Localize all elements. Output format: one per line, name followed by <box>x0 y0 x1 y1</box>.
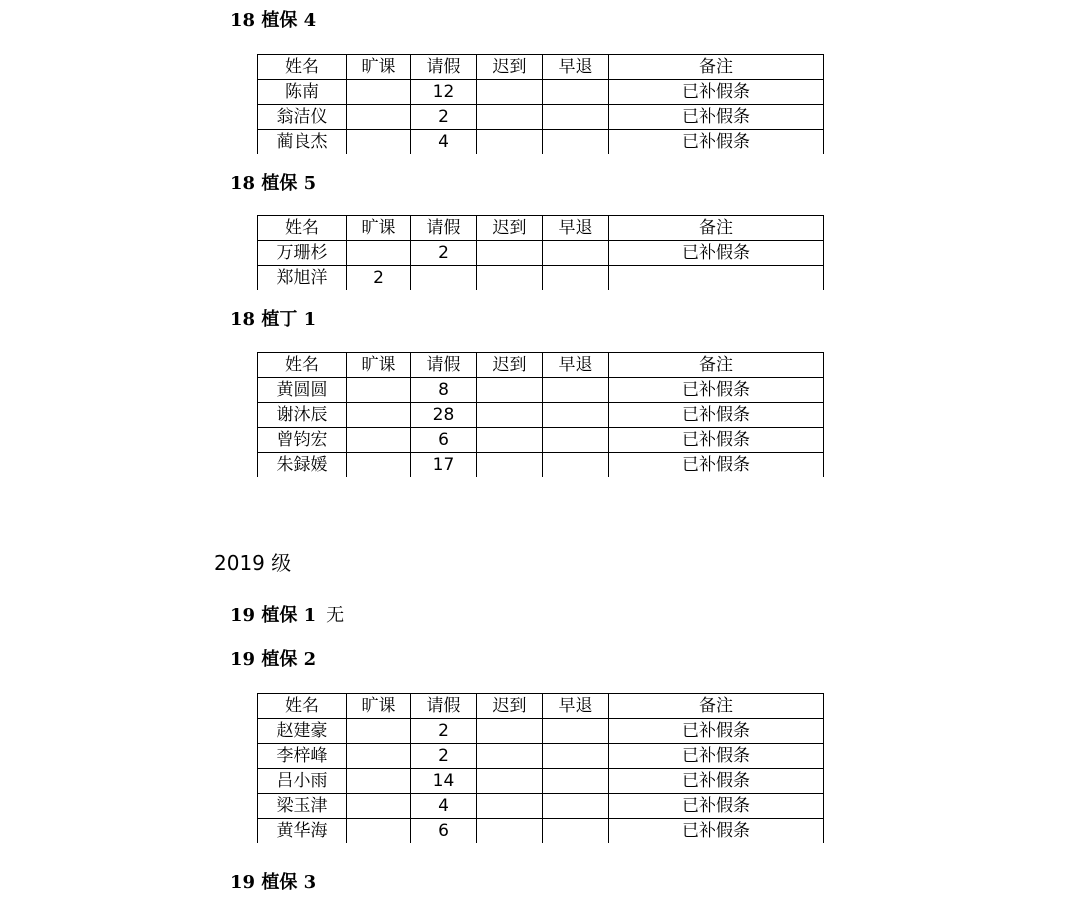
table-body <box>258 241 824 291</box>
class-title: 19 植保 1 <box>230 605 317 626</box>
early-leave-cell <box>543 744 609 769</box>
section-title-18-zhibao-4: 18 植保 4 <box>230 10 317 31</box>
late-cell <box>477 403 543 428</box>
late-cell <box>477 744 543 769</box>
leave-cell: 2 <box>411 719 477 744</box>
absence-cell <box>347 130 411 155</box>
late-cell <box>477 378 543 403</box>
header-late: 迟到 <box>477 55 543 80</box>
name-cell: 蔺良杰 <box>258 130 347 155</box>
leave-cell: 6 <box>411 428 477 453</box>
leave-cell: 8 <box>411 378 477 403</box>
header-name: 姓名 <box>258 55 347 80</box>
section-title-19-zhibao-1 <box>230 604 344 628</box>
absence-cell <box>347 794 411 819</box>
name-cell: 朱録媛 <box>258 453 347 478</box>
leave-cell: 12 <box>411 80 477 105</box>
early-leave-cell <box>543 105 609 130</box>
absence-cell <box>347 819 411 844</box>
early-leave-cell <box>543 80 609 105</box>
early-leave-cell <box>543 453 609 478</box>
remark-cell: 已补假条 <box>609 453 824 478</box>
name-cell: 万珊杉 <box>258 241 347 266</box>
name-cell: 黄圆圆 <box>258 378 347 403</box>
header-remark: 备注 <box>609 216 824 241</box>
remark-cell: 已补假条 <box>609 769 824 794</box>
table-header <box>258 694 824 719</box>
name-cell: 李梓峰 <box>258 744 347 769</box>
late-cell <box>477 794 543 819</box>
header-late: 迟到 <box>477 694 543 719</box>
remark-cell: 已补假条 <box>609 819 824 844</box>
absence-cell: 2 <box>347 266 411 291</box>
table-row <box>258 266 824 291</box>
table-row <box>258 769 824 794</box>
header-early-leave: 早退 <box>543 694 609 719</box>
early-leave-cell <box>543 769 609 794</box>
late-cell <box>477 769 543 794</box>
early-leave-cell <box>543 378 609 403</box>
early-leave-cell <box>543 266 609 291</box>
late-cell <box>477 819 543 844</box>
remark-cell: 已补假条 <box>609 130 824 155</box>
header-name: 姓名 <box>258 216 347 241</box>
class-note: 无 <box>326 605 345 626</box>
leave-cell: 28 <box>411 403 477 428</box>
attendance-table-18-zhibao-5 <box>257 215 824 290</box>
header-leave: 请假 <box>411 55 477 80</box>
early-leave-cell <box>543 794 609 819</box>
header-remark: 备注 <box>609 353 824 378</box>
table-row <box>258 453 824 478</box>
header-row <box>258 216 824 241</box>
header-row <box>258 353 824 378</box>
late-cell <box>477 266 543 291</box>
header-remark: 备注 <box>609 694 824 719</box>
attendance-table-18-zhiding-1 <box>257 352 824 477</box>
section-title-19-zhibao-2: 19 植保 2 <box>230 649 317 670</box>
table-row <box>258 105 824 130</box>
table-body <box>258 719 824 844</box>
remark-cell: 已补假条 <box>609 428 824 453</box>
attendance-table-19-zhibao-2 <box>257 693 824 843</box>
name-cell: 梁玉津 <box>258 794 347 819</box>
leave-cell: 2 <box>411 105 477 130</box>
leave-cell: 6 <box>411 819 477 844</box>
late-cell <box>477 719 543 744</box>
remark-cell: 已补假条 <box>609 378 824 403</box>
absence-cell <box>347 453 411 478</box>
late-cell <box>477 80 543 105</box>
attendance-table-18-zhibao-4 <box>257 54 824 154</box>
remark-cell: 已补假条 <box>609 744 824 769</box>
section-title-18-zhiding-1: 18 植丁 1 <box>230 309 317 330</box>
leave-cell: 17 <box>411 453 477 478</box>
header-early-leave: 早退 <box>543 216 609 241</box>
early-leave-cell <box>543 130 609 155</box>
table-header <box>258 353 824 378</box>
late-cell <box>477 130 543 155</box>
remark-cell: 已补假条 <box>609 105 824 130</box>
name-cell: 吕小雨 <box>258 769 347 794</box>
section-title-19-zhibao-3: 19 植保 3 <box>230 872 317 893</box>
early-leave-cell <box>543 428 609 453</box>
header-leave: 请假 <box>411 694 477 719</box>
absence-cell <box>347 80 411 105</box>
table-row <box>258 130 824 155</box>
absence-cell <box>347 241 411 266</box>
remark-cell <box>609 266 824 291</box>
table-row <box>258 428 824 453</box>
early-leave-cell <box>543 719 609 744</box>
header-row <box>258 55 824 80</box>
late-cell <box>477 428 543 453</box>
late-cell <box>477 241 543 266</box>
header-remark: 备注 <box>609 55 824 80</box>
table-row <box>258 744 824 769</box>
table-header <box>258 216 824 241</box>
remark-cell: 已补假条 <box>609 403 824 428</box>
table-row <box>258 403 824 428</box>
header-late: 迟到 <box>477 353 543 378</box>
header-leave: 请假 <box>411 353 477 378</box>
leave-cell: 14 <box>411 769 477 794</box>
header-name: 姓名 <box>258 694 347 719</box>
name-cell: 黄华海 <box>258 819 347 844</box>
name-cell: 陈南 <box>258 80 347 105</box>
leave-cell: 4 <box>411 130 477 155</box>
early-leave-cell <box>543 241 609 266</box>
absence-cell <box>347 378 411 403</box>
name-cell: 赵建豪 <box>258 719 347 744</box>
name-cell: 翁洁仪 <box>258 105 347 130</box>
early-leave-cell <box>543 819 609 844</box>
header-absence: 旷课 <box>347 694 411 719</box>
header-absence: 旷课 <box>347 216 411 241</box>
header-early-leave: 早退 <box>543 55 609 80</box>
leave-cell <box>411 266 477 291</box>
absence-cell <box>347 769 411 794</box>
table-row <box>258 794 824 819</box>
header-absence: 旷课 <box>347 353 411 378</box>
year-heading-2019: 2019 级 <box>214 551 292 575</box>
section-title-18-zhibao-5: 18 植保 5 <box>230 173 317 194</box>
table-row <box>258 80 824 105</box>
header-early-leave: 早退 <box>543 353 609 378</box>
table-row <box>258 378 824 403</box>
header-row <box>258 694 824 719</box>
absence-cell <box>347 105 411 130</box>
late-cell <box>477 453 543 478</box>
header-late: 迟到 <box>477 216 543 241</box>
absence-cell <box>347 744 411 769</box>
table-row <box>258 819 824 844</box>
remark-cell: 已补假条 <box>609 794 824 819</box>
header-leave: 请假 <box>411 216 477 241</box>
leave-cell: 2 <box>411 744 477 769</box>
leave-cell: 2 <box>411 241 477 266</box>
remark-cell: 已补假条 <box>609 241 824 266</box>
header-absence: 旷课 <box>347 55 411 80</box>
table-row <box>258 241 824 266</box>
leave-cell: 4 <box>411 794 477 819</box>
late-cell <box>477 105 543 130</box>
table-body <box>258 378 824 478</box>
remark-cell: 已补假条 <box>609 719 824 744</box>
name-cell: 谢沐辰 <box>258 403 347 428</box>
absence-cell <box>347 719 411 744</box>
table-row <box>258 719 824 744</box>
name-cell: 郑旭洋 <box>258 266 347 291</box>
header-name: 姓名 <box>258 353 347 378</box>
absence-cell <box>347 428 411 453</box>
early-leave-cell <box>543 403 609 428</box>
table-body <box>258 80 824 155</box>
absence-cell <box>347 403 411 428</box>
table-header <box>258 55 824 80</box>
remark-cell: 已补假条 <box>609 80 824 105</box>
name-cell: 曾钧宏 <box>258 428 347 453</box>
